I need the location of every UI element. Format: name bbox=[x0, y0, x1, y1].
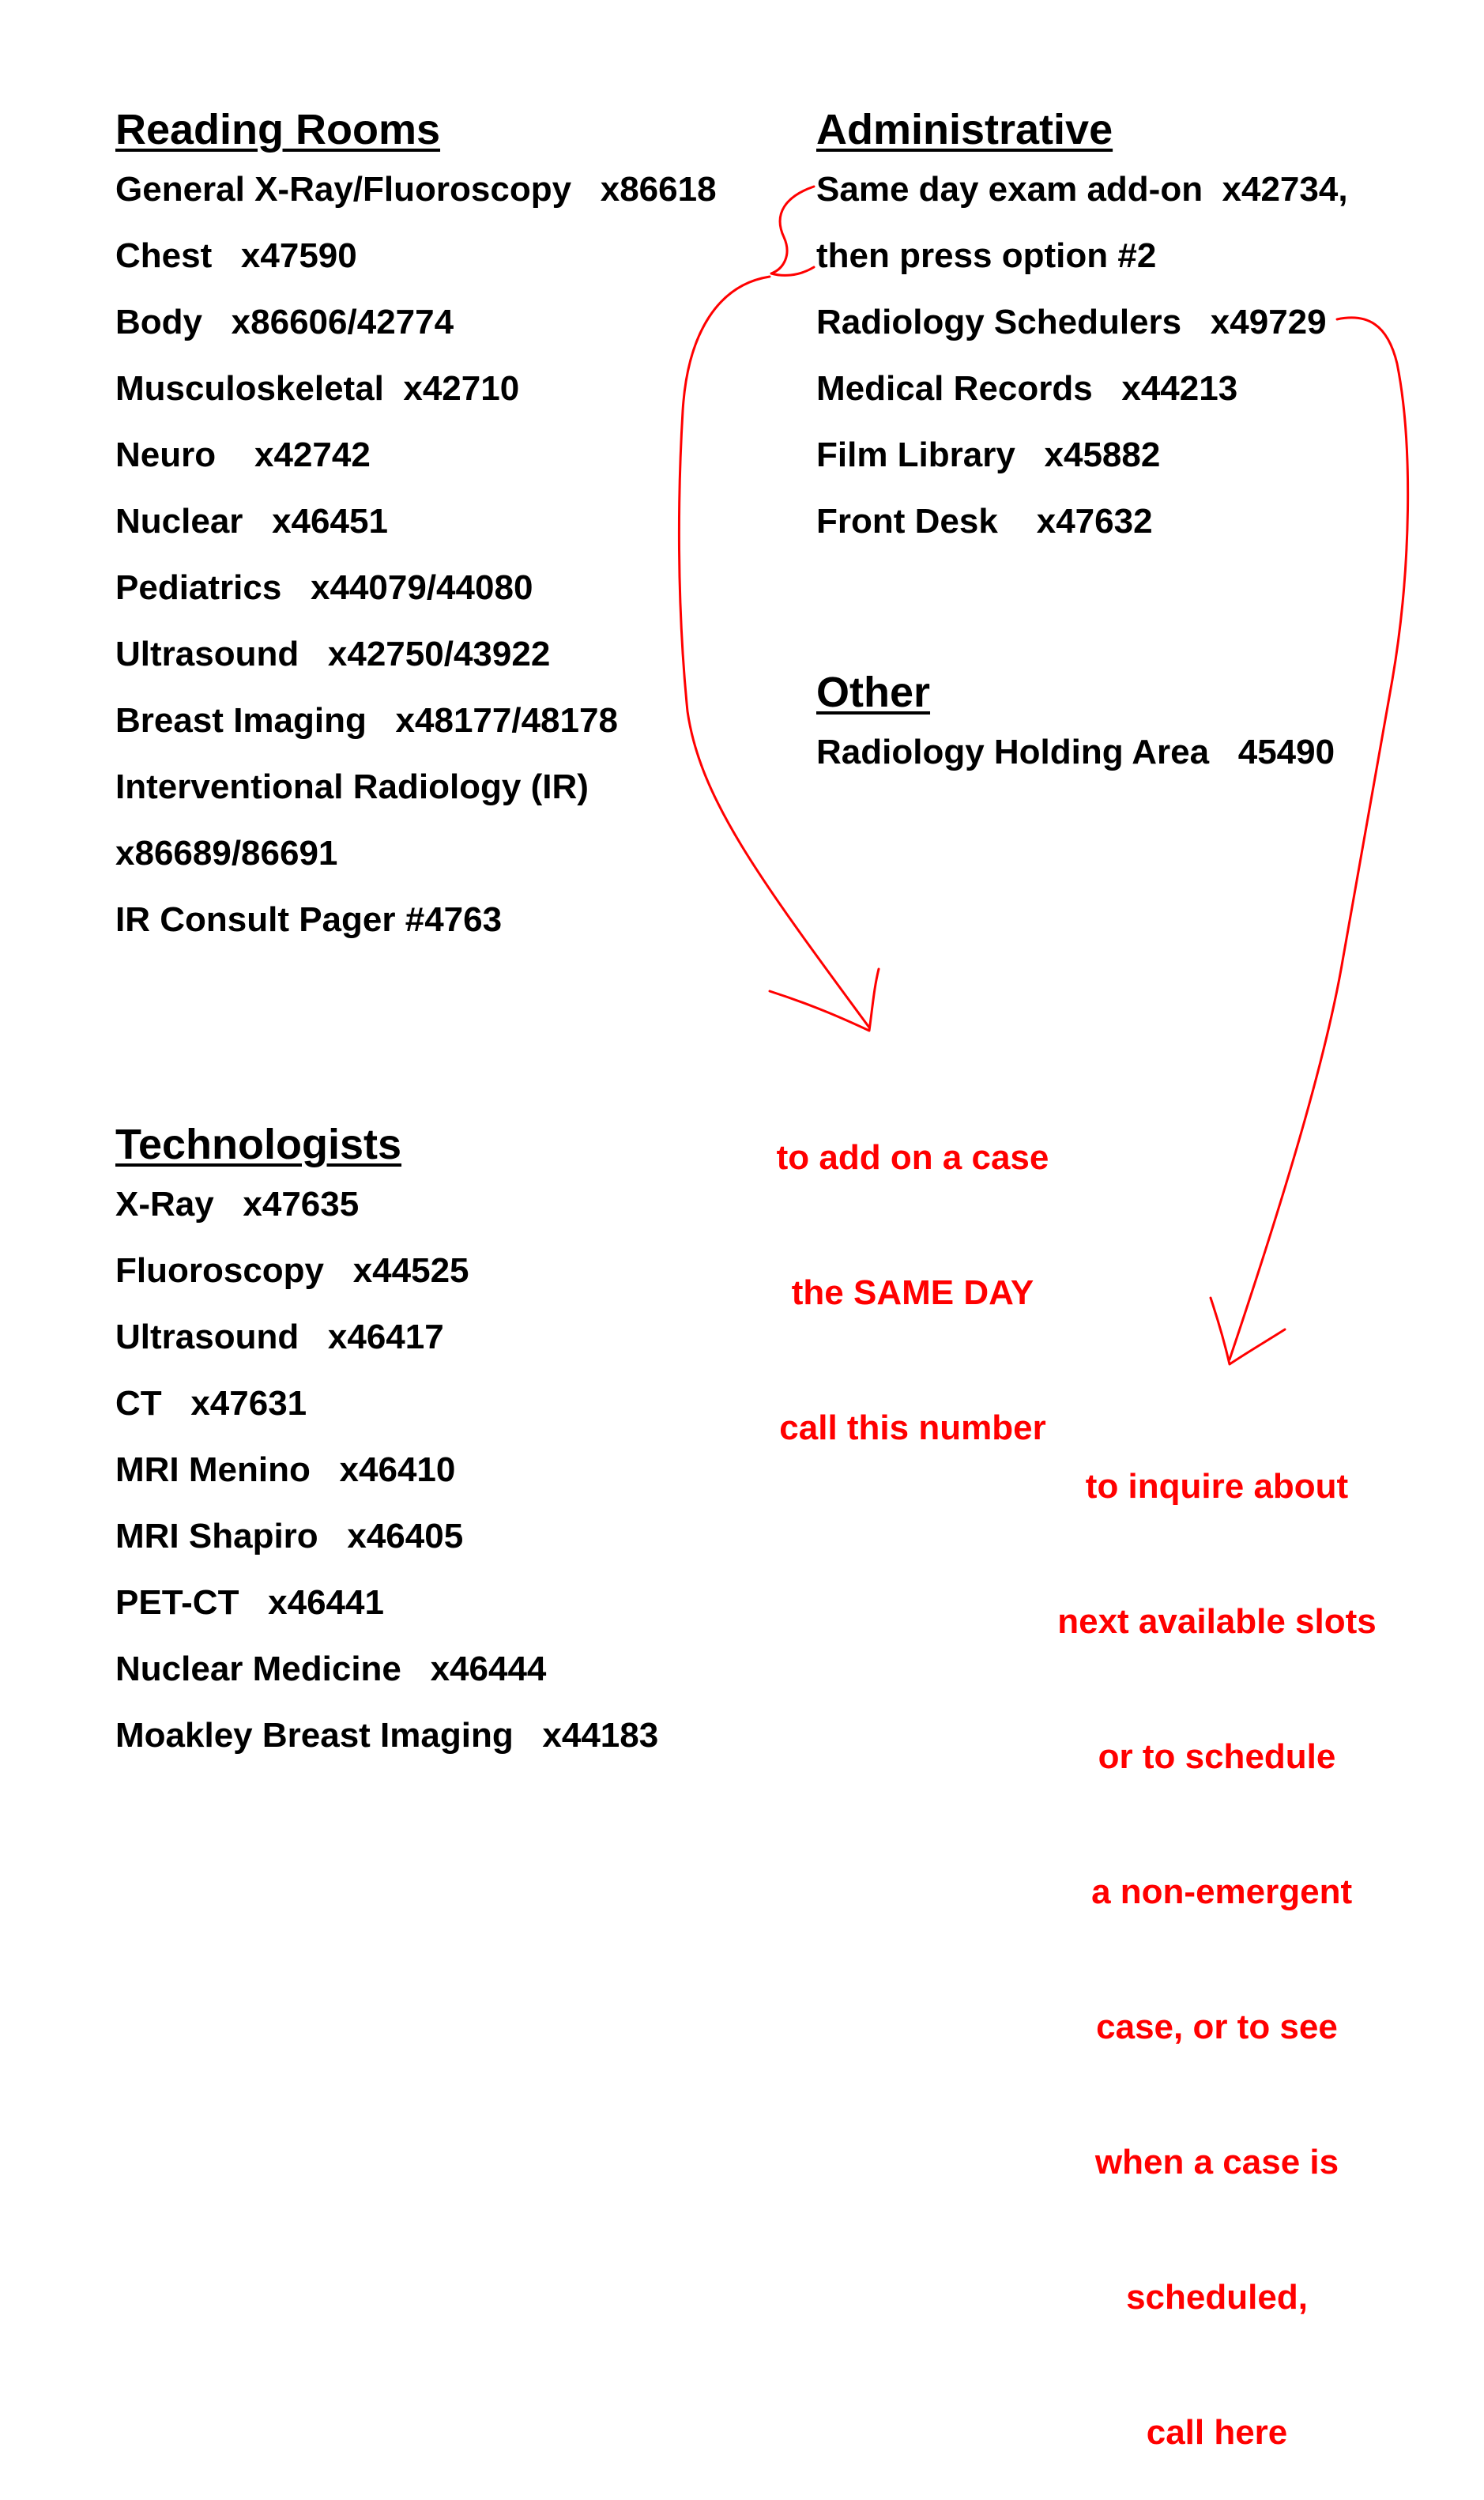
schedulers-note-line: a non-emergent bbox=[1081, 1872, 1353, 1911]
administrative-line: Front Desk x47632 bbox=[816, 502, 1153, 541]
technologists-section bbox=[115, 1121, 763, 1785]
same-day-note-line: the SAME DAY bbox=[791, 1273, 1034, 1312]
reading-room-line: Neuro x42742 bbox=[115, 436, 371, 474]
schedulers-note-line: call here bbox=[1146, 2413, 1288, 2452]
reading-room-line: Pediatrics x44079/44080 bbox=[115, 568, 533, 607]
administrative-line: Radiology Schedulers x49729 bbox=[816, 303, 1327, 341]
administrative-line: then press option #2 bbox=[816, 236, 1157, 275]
schedulers-note-line: when a case is bbox=[1094, 2143, 1339, 2181]
schedulers-note-line: to inquire about bbox=[1085, 1467, 1349, 1506]
reading-room-line: Ultrasound x42750/43922 bbox=[115, 635, 551, 673]
administrative-line: Medical Records x44213 bbox=[816, 369, 1238, 408]
administrative-line: Same day exam add-on x42734, bbox=[816, 170, 1348, 209]
reading-rooms-heading: Reading Rooms bbox=[115, 106, 441, 153]
reading-room-line: Body x86606/42774 bbox=[115, 303, 454, 341]
schedulers-note-line: or to schedule bbox=[1098, 1737, 1336, 1776]
schedulers-note-line: next available slots bbox=[1057, 1602, 1377, 1641]
same-day-note-line: call this number bbox=[779, 1408, 1046, 1447]
administrative-line: Film Library x45882 bbox=[816, 436, 1161, 474]
technologist-line: Ultrasound x46417 bbox=[115, 1318, 444, 1356]
arrowhead-same-day bbox=[770, 969, 879, 1031]
reading-room-line: IR Consult Pager #4763 bbox=[115, 900, 503, 939]
technologist-line: PET-CT x46441 bbox=[115, 1583, 384, 1622]
other-section bbox=[816, 669, 1385, 795]
reading-room-line: Chest x47590 bbox=[115, 236, 357, 275]
schedulers-note bbox=[1019, 1374, 1414, 2452]
technologist-line: Fluoroscopy x44525 bbox=[115, 1251, 469, 1290]
reading-room-line: Musculoskeletal x42710 bbox=[115, 369, 520, 408]
same-day-note-line: to add on a case bbox=[776, 1138, 1049, 1177]
other-heading: Other bbox=[816, 669, 931, 716]
technologists-heading: Technologists bbox=[115, 1121, 402, 1168]
technologist-line: Nuclear Medicine x46444 bbox=[115, 1650, 547, 1688]
technologist-line: MRI Shapiro x46405 bbox=[115, 1517, 464, 1555]
administrative-section bbox=[816, 106, 1385, 580]
same-day-note bbox=[735, 1045, 1090, 1447]
arrowhead-schedulers bbox=[1211, 1298, 1285, 1364]
reading-room-line: General X-Ray/Fluoroscopy x86618 bbox=[115, 170, 717, 209]
schedulers-note-line: case, or to see bbox=[1096, 2008, 1338, 2046]
administrative-heading: Administrative bbox=[816, 106, 1113, 153]
technologist-line: CT x47631 bbox=[115, 1384, 307, 1423]
reading-room-line: Nuclear x46451 bbox=[115, 502, 388, 541]
reading-room-line: Interventional Radiology (IR) bbox=[115, 767, 589, 806]
reading-rooms-section bbox=[115, 106, 763, 960]
bracket-same-day bbox=[771, 187, 814, 275]
technologist-line: Moakley Breast Imaging x44183 bbox=[115, 1716, 659, 1755]
schedulers-note-line: scheduled, bbox=[1126, 2278, 1308, 2317]
reading-room-line: Breast Imaging x48177/48178 bbox=[115, 701, 618, 740]
reading-room-line: x86689/86691 bbox=[115, 834, 338, 873]
technologist-line: MRI Menino x46410 bbox=[115, 1450, 456, 1489]
technologist-line: X-Ray x47635 bbox=[115, 1185, 360, 1224]
other-line: Radiology Holding Area 45490 bbox=[816, 733, 1335, 771]
